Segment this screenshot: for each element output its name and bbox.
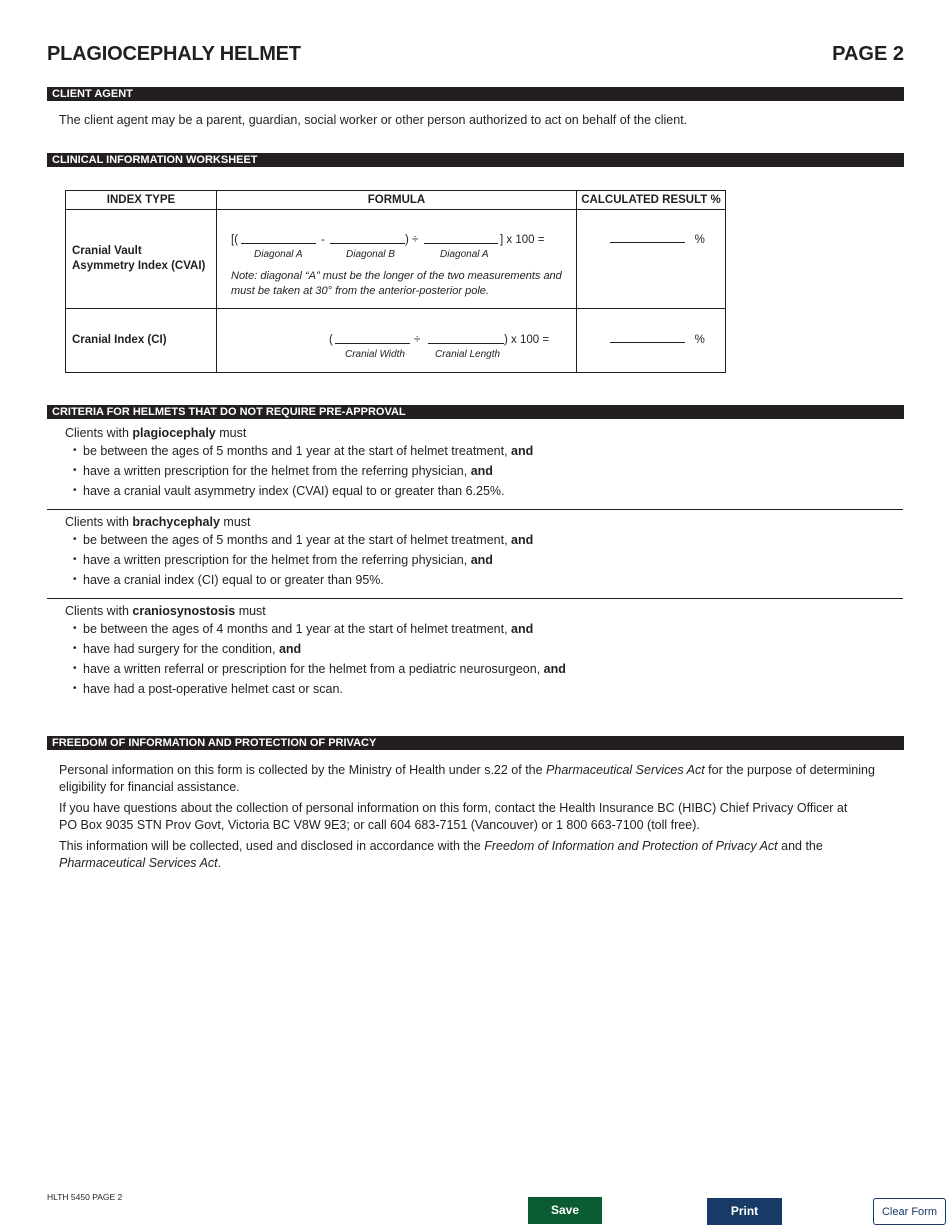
client-agent-heading: CLIENT AGENT — [47, 87, 904, 101]
diagonal-a-field[interactable] — [241, 242, 316, 244]
ci-formula — [217, 309, 577, 373]
group-lead: Clients with plagiocephaly must — [65, 426, 247, 440]
cvai-formula — [217, 210, 577, 309]
cvai-result-cell: % — [577, 210, 726, 309]
foippa-paragraph-1: Personal information on this form is collected by the Ministry of Health under s.22 of the Pharmaceutical Services Act for the purpose of determining eligibility for financial assistance. — [59, 763, 875, 794]
ci-result-cell: % — [577, 309, 726, 373]
list-item: • have a written prescription for the helmet from the referring physician, and — [59, 461, 533, 481]
divider — [47, 598, 903, 599]
foippa-heading: FREEDOM OF INFORMATION AND PROTECTION OF PRIVACY — [47, 736, 904, 750]
sub-cranial-length: Cranial Length — [435, 349, 501, 360]
page-number: PAGE 2 — [832, 43, 904, 65]
list-item: • have a written prescription for the helmet from the referring physician, and — [59, 550, 533, 570]
worksheet-table — [65, 190, 726, 373]
ci-times: ) x 100 = — [504, 334, 550, 346]
form-title: PLAGIOCEPHALY HELMET — [47, 43, 301, 65]
cvai-times: ] x 100 = — [500, 234, 545, 246]
list-item: • have a cranial index (CI) equal to or greater than 95%. — [59, 570, 533, 590]
ci-div: ÷ — [414, 334, 421, 346]
sub-diagonal-b: Diagonal B — [346, 249, 395, 260]
foippa-paragraph-3: This information will be collected, used and disclosed in accordance with the Freedom of Information and Protection of Privacy Act and the Pharmaceutical Services Act. — [59, 839, 823, 870]
ci-result-field[interactable] — [610, 341, 685, 343]
print-button[interactable]: Print — [707, 1198, 782, 1225]
cvai-open: [( — [231, 234, 239, 246]
cvai-result-field[interactable] — [610, 241, 685, 243]
form-code: HLTH 5450 PAGE 2 — [47, 1192, 123, 1202]
criteria-heading: CRITERIA FOR HELMETS THAT DO NOT REQUIRE PRE-APPROVAL — [47, 405, 904, 419]
list-item: • have had a post-operative helmet cast or scan. — [59, 679, 566, 699]
foippa-paragraph-2: If you have questions about the collection of personal information on this form, contact the Health Insurance BC (HIBC) Chief Privacy Officer at PO Box 9035 STN Prov Govt, Victoria BC V8W 9E3; or call 604 683-7151 (Vancouver) or 1 800 663-7100 (toll free). — [59, 801, 848, 832]
clear-form-button[interactable]: Clear Form — [873, 1198, 946, 1225]
list-item: • be between the ages of 4 months and 1 year at the start of helmet treatment, and — [59, 619, 566, 639]
cvai-div: ) ÷ — [405, 234, 419, 246]
cvai-note: Note: diagonal “A” must be the longer of the two measurements and must be taken at 30° from the anterior-posterior pole. — [231, 270, 562, 297]
col-calculated-result: CALCULATED RESULT % — [577, 191, 726, 210]
list-item: • have a cranial vault asymmetry index (CVAI) equal to or greater than 6.25%. — [59, 481, 533, 501]
client-agent-text: The client agent may be a parent, guardian, social worker or other person authorized to act on behalf of the client. — [59, 113, 688, 127]
sub-diagonal-a2: Diagonal A — [440, 249, 489, 260]
criteria-group-brachycephaly — [65, 515, 533, 590]
cranial-length-field[interactable] — [428, 342, 504, 344]
cvai-label: Cranial Vault Asymmetry Index (CVAI) — [66, 210, 217, 309]
col-index-type: INDEX TYPE — [66, 191, 217, 210]
diagonal-b-field[interactable] — [330, 242, 405, 244]
save-button[interactable]: Save — [528, 1197, 602, 1224]
list-item: • be between the ages of 5 months and 1 year at the start of helmet treatment, and — [59, 441, 533, 461]
ci-label: Cranial Index (CI) — [66, 309, 217, 373]
list-item: • have had surgery for the condition, and — [59, 639, 566, 659]
group-lead: Clients with brachycephaly must — [65, 515, 251, 529]
table-row-ci — [66, 309, 726, 373]
group-lead: Clients with craniosynostosis must — [65, 604, 266, 618]
list-item: • be between the ages of 5 months and 1 year at the start of helmet treatment, and — [59, 530, 533, 550]
col-formula: FORMULA — [217, 191, 577, 210]
worksheet-heading: CLINICAL INFORMATION WORKSHEET — [47, 153, 904, 167]
divider — [47, 509, 903, 510]
criteria-group-craniosynostosis — [65, 604, 566, 699]
sub-cranial-width: Cranial Width — [345, 349, 405, 360]
sub-diagonal-a: Diagonal A — [254, 249, 303, 260]
diagonal-a2-field[interactable] — [424, 242, 498, 244]
criteria-group-plagiocephaly — [65, 426, 533, 501]
ci-open: ( — [329, 334, 333, 346]
table-row-cvai — [66, 210, 726, 309]
cranial-width-field[interactable] — [335, 342, 410, 344]
list-item: • have a written referral or prescription for the helmet from a pediatric neurosurgeon, and — [59, 659, 566, 679]
cvai-minus: - — [321, 234, 325, 246]
